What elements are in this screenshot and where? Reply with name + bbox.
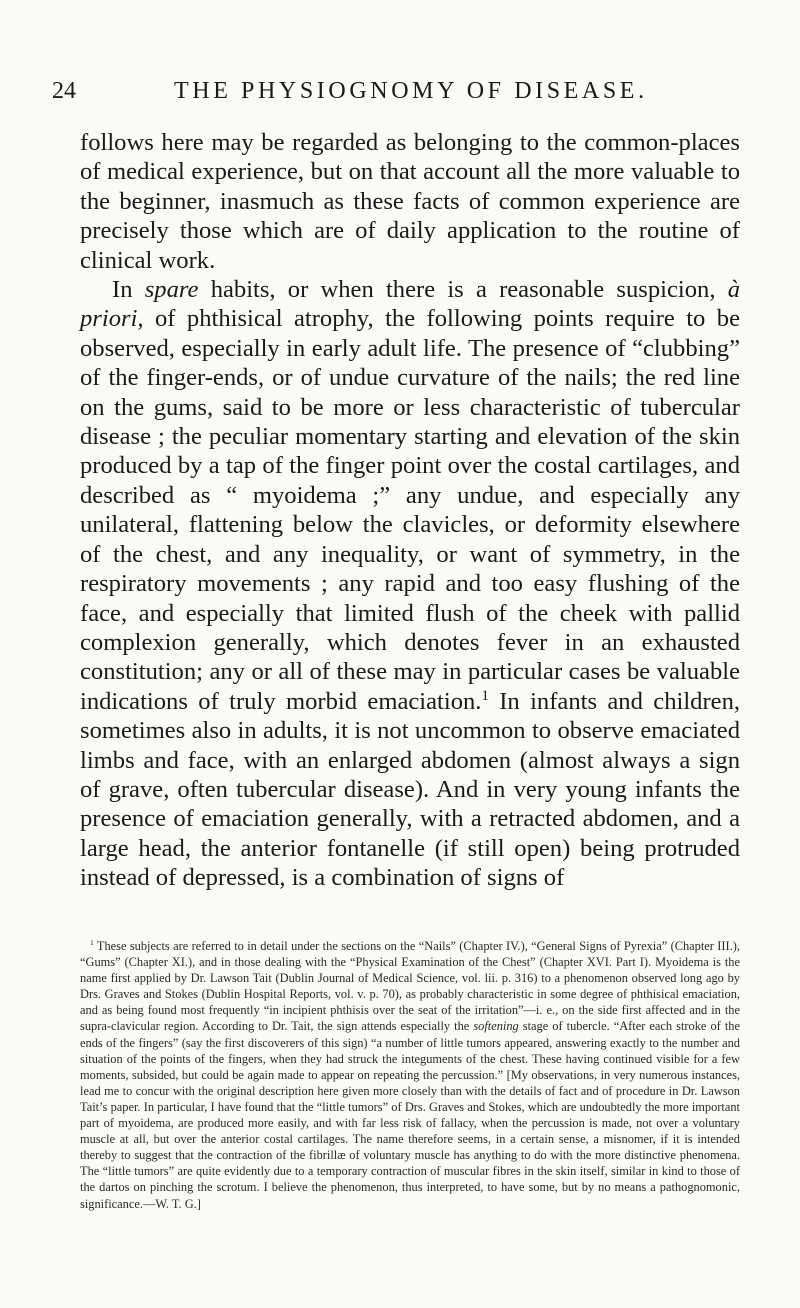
p2-apriori: à priori, [80,276,740,333]
paragraph-1: follows here may be regarded as belonging to the common-places of medical experience, but on that account all the more valuable to the beginner, inasmuch as these facts of common experience are precisely those which are of daily application to the routine of clinical work. [80,129,740,274]
page-number: 24 [52,78,76,104]
footnote-softening: softening [473,1019,519,1034]
footnote-part1: These subjects are referred to in detail under the sections on the “Nails” (Chapter IV.), “General Signs of Pyrexia” (Chapter III.), “Gums” (Chapter XI.), and in those dealing with the “Physical Examination of the Chest” (Chapter XVI. Part I). Myoidema is the name first applied by Dr. Lawson Tait (Dublin Journal of Medical Science, vol. lii. p. 316) to a phenomenon observed long ago by Drs. Graves and Stokes (Dublin Hospital Reports, vol. v. p. 70), as probably characteristic in some degree of phthisical emaciation, and as being found most frequently “in incipient phthisis over the seat of the irritation”—i. e., on the side first affected and in the supra-clavicular region. According to Dr. Tait, the sign attends especially the [80,939,741,1034]
footnote-1 [80,938,740,1212]
running-head [52,78,752,104]
footnote-part2: stage of tubercle. “After each stroke of the ends of the fingers” (say the first discoverers of this sign) “a number of little tumors appeared, answering exactly to the number and situation of the points of the fingers, when they had struck the integuments of the chest. These having continued visible for a few moments, subsided, but could be again made to appear on repeating the percussion.” [My observations, in very numerous instances, lead me to concur with the original description here given more closely than with the details of fact and of procedure in Dr. Lawson Tait’s paper. In particular, I have found that the “little tumors” of Drs. Graves and Stokes, which are undoubtedly the more important part of myoidema, are produced more easily, and with far less risk of fallacy, when the percussion is made, not over a voluntary muscle at all, but over the anterior costal cartilages. The name therefore seems, in a certain sense, a misnomer, if it is intended thereby to suggest that the contraction of the fibrillæ of voluntary muscle has anything to do with the more distinctive phenomena. The “little tumors” are quite evidently due to a temporary contraction of muscular fibres in the skin itself, similar in kind to those of the dartos on pinching the scrotum. I believe the phenomenon, thus interpreted, to have some, but by no means a pathognomonic, significance.—W. T. G.] [80,1019,740,1211]
paragraph-2 [80,275,740,893]
p2-end: In infants and children, sometimes also in adults, it is not uncommon to observe emaciated limbs and face, with an enlarged abdomen (almost always a sign of grave, often tubercular disease). And in very young infants the presence of emaciation generally, with a retracted abdomen, and a large head, the anterior fontanelle (if still open) being protruded instead of depressed, is a combination of signs of [80,687,741,892]
p2-mid2: of phthisical atrophy, the following points require to be observed, especially in early adult life. The presence of “clubbing” of the finger-ends, or of undue curvature of the nails; the red line on the gums, said to be more or less characteristic of tubercular disease ; the peculiar momentary starting and elevation of the skin produced by a tap of the finger point over the costal cartilages, and described as “ myoidema ;” any undue, and especially any unilateral, flattening below the clavicles, or deformity elsewhere of the chest, and any inequality, or want of symmetry, in the respiratory movements ; any rapid and too easy flushing of the face, and especially that limited flush of the cheek with pallid complexion generally, which denotes fever in an exhausted constitution; any or all of these may in particular cases be valuable indications of truly morbid emaciation. [80,305,740,715]
body-text [80,128,740,893]
footnotes [80,938,740,1212]
p2-start: In [112,276,133,304]
footnote-marker: 1 [90,937,94,947]
p2-mid1: habits, or when there is a reasonable suspicion, [210,276,716,304]
running-title: THE PHYSIOGNOMY OF DISEASE. [174,78,648,104]
footnote-ref: 1 [481,687,489,704]
p2-spare: spare [144,276,199,304]
